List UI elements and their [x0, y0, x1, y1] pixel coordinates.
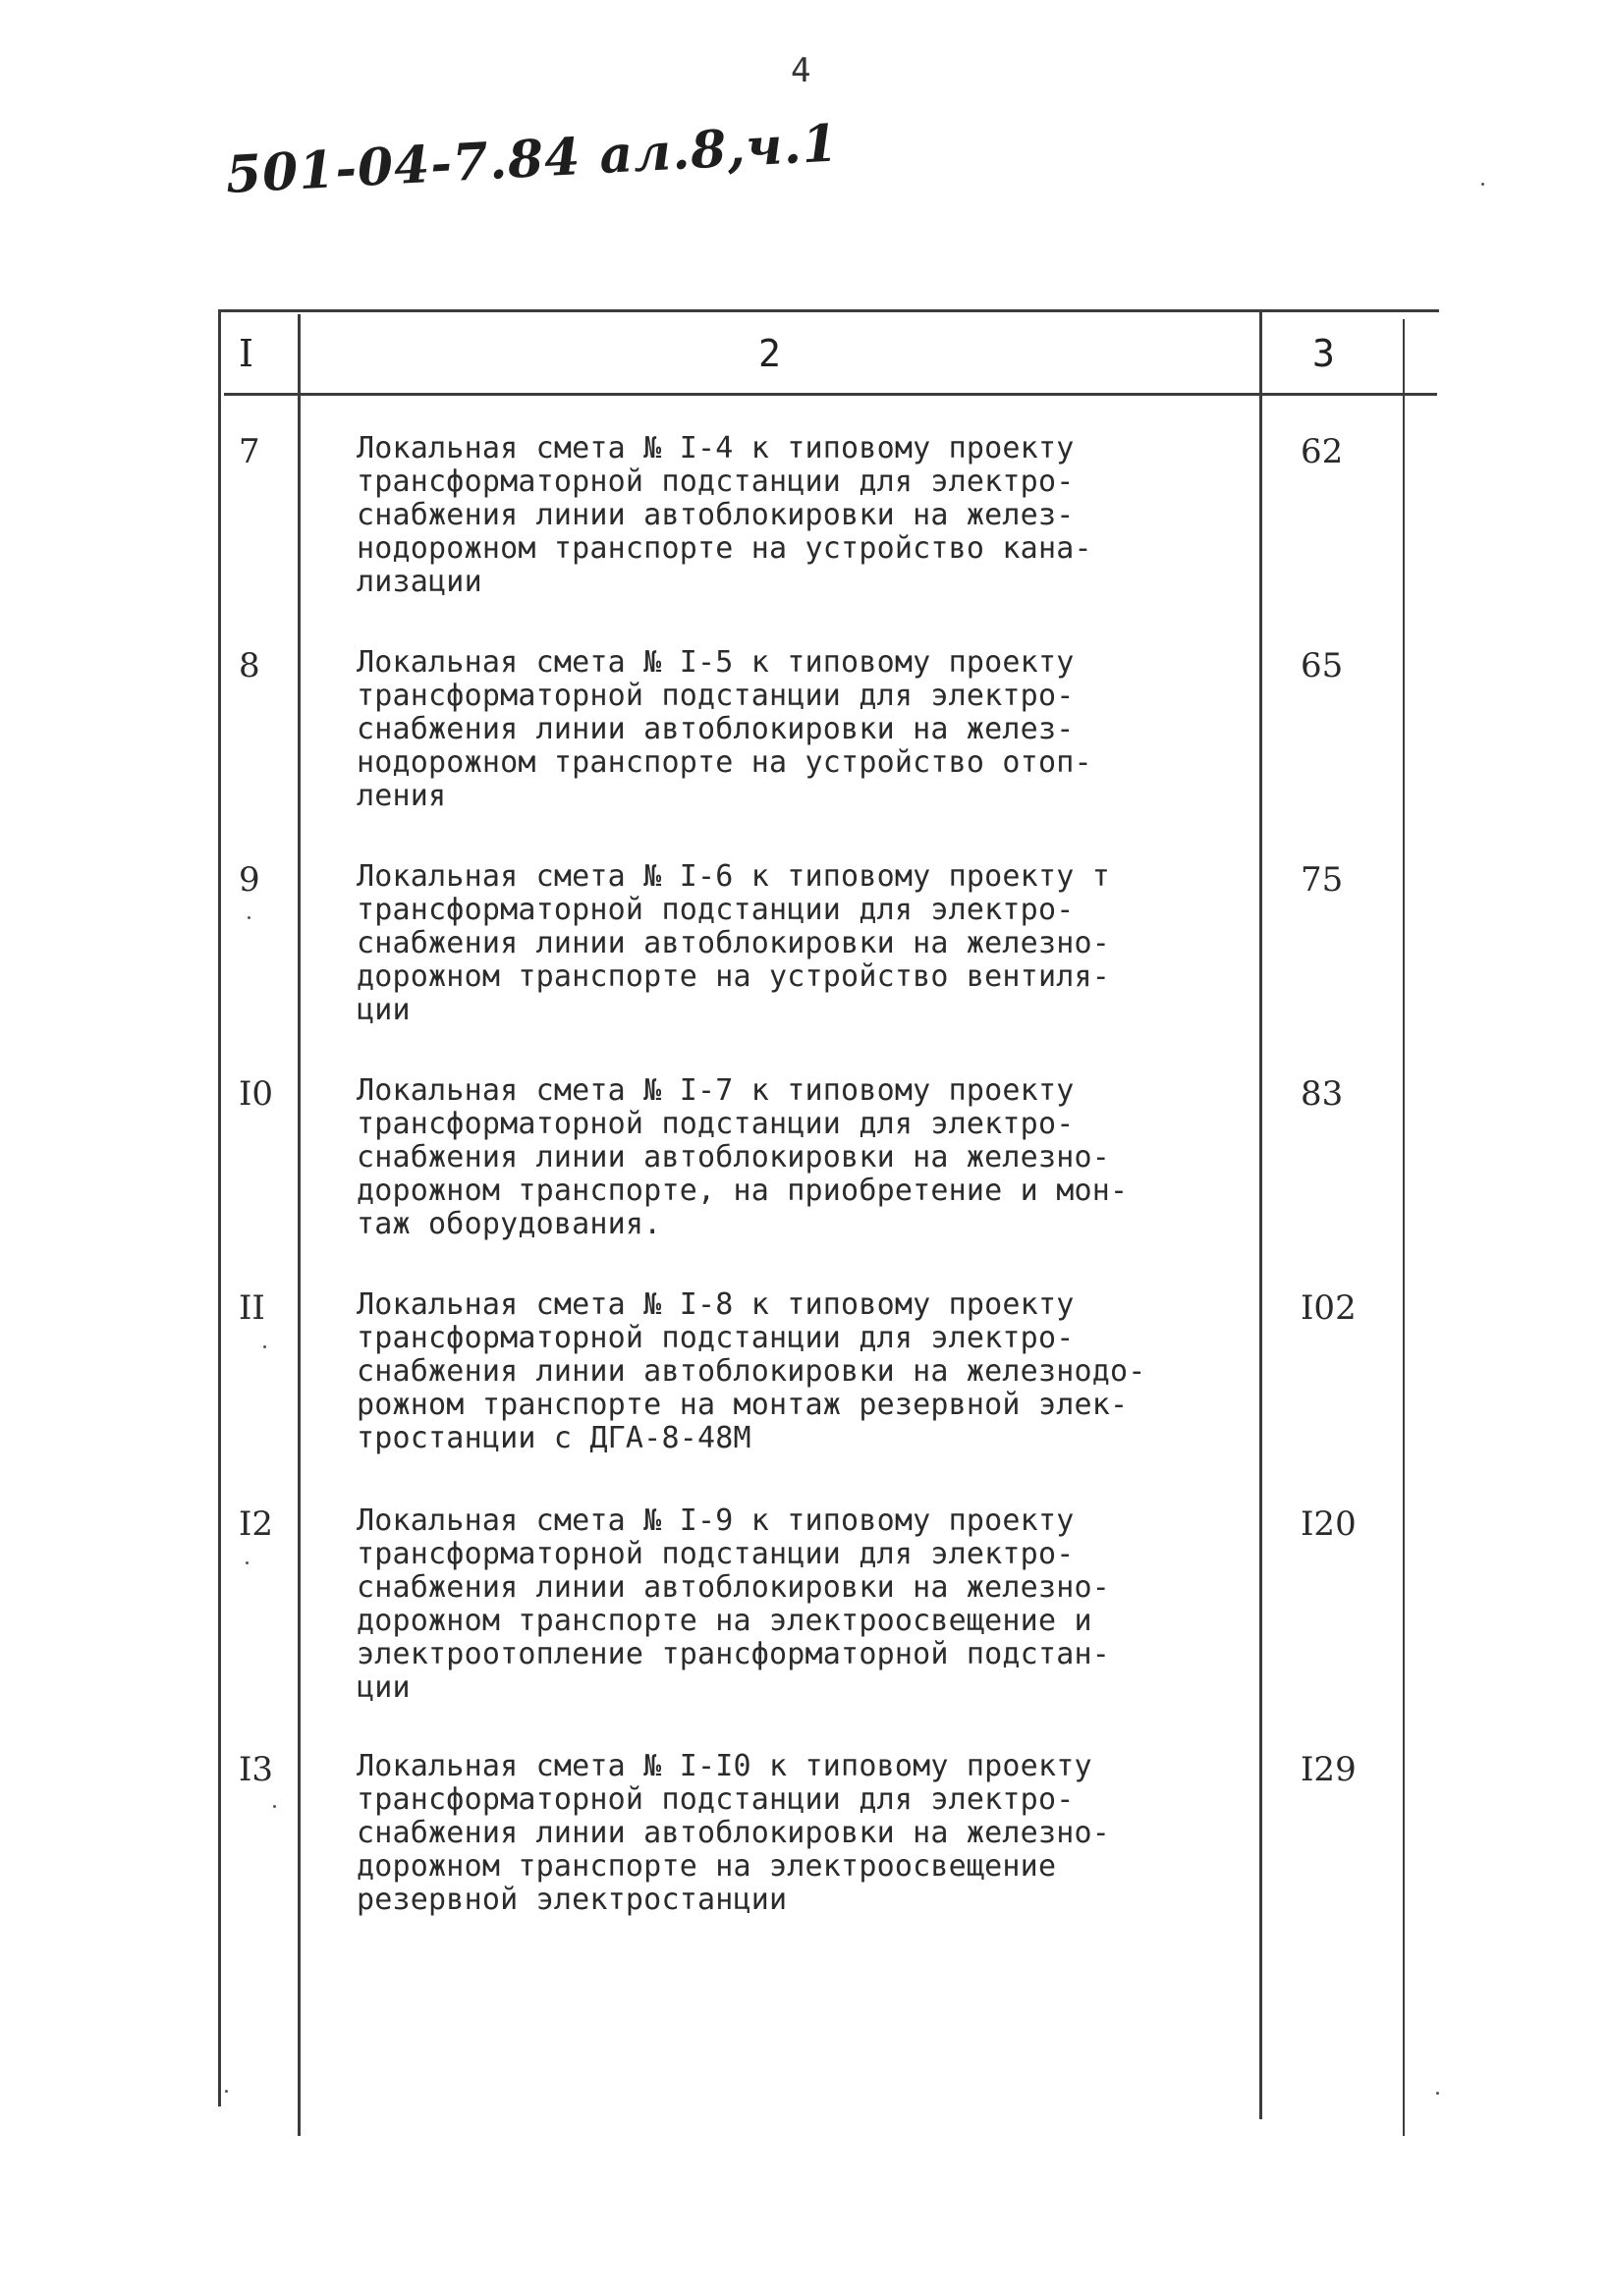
row-page-ref: 75	[1301, 860, 1344, 900]
row-page-ref: 62	[1301, 432, 1344, 471]
row-page-ref: I02	[1301, 1288, 1357, 1328]
row-description: Локальная смета № I-4 к типовому проекту трансформаторной подстанции для электро- снабжения линии автоблокировки на желез- нодорожном транспорте на устройство кана- лизации	[357, 431, 1092, 599]
table-column-divider-2	[1259, 312, 1262, 2119]
page-number: 4	[791, 51, 811, 90]
scan-speck	[1436, 2092, 1439, 2095]
scan-speck	[1481, 183, 1484, 186]
row-number: I2	[239, 1504, 274, 1544]
scan-speck	[246, 1561, 249, 1564]
table-right-border	[1403, 319, 1405, 2136]
row-page-ref: 65	[1301, 646, 1344, 685]
handwritten-document-code: 501-04-7.84 ал.8,ч.1	[224, 113, 841, 205]
table-header-col-2: 2	[758, 332, 781, 375]
row-number: I0	[239, 1074, 274, 1114]
row-description: Локальная смета № I-6 к типовому проекту т трансформаторной подстанции для электро- снабжения линии автоблокировки на железно- дорожном транспорте на устройство вентиля- ции	[357, 859, 1110, 1027]
row-number: 7	[239, 432, 260, 471]
scan-speck	[225, 2090, 228, 2093]
row-number: 9	[239, 860, 260, 900]
row-number: II	[239, 1288, 265, 1328]
row-page-ref: 83	[1301, 1074, 1344, 1114]
table-column-divider-1	[298, 314, 301, 2136]
scan-speck	[273, 1805, 276, 1808]
table-header-col-3: 3	[1312, 332, 1335, 375]
row-description: Локальная смета № I-I0 к типовому проекту трансформаторной подстанции для электро- снабжения линии автоблокировки на железно- дорожном транспорте на электроосвещение резервной электростанции	[357, 1749, 1110, 1917]
row-description: Локальная смета № I-5 к типовому проекту трансформаторной подстанции для электро- снабжения линии автоблокировки на желез- нодорожном транспорте на устройство отоп- ления	[357, 645, 1092, 813]
row-description: Локальная смета № I-8 к типовому проекту трансформаторной подстанции для электро- снабжения линии автоблокировки на железнодо- рожном транспорте на монтаж резервной элек- тростанции с ДГА-8-48М	[357, 1287, 1146, 1455]
table-left-border	[218, 309, 221, 2106]
scan-speck	[248, 916, 250, 919]
row-number: 8	[239, 646, 260, 685]
table-top-border	[221, 309, 1439, 312]
table-header-col-1: I	[239, 332, 254, 375]
scan-speck	[263, 1345, 266, 1348]
row-description: Локальная смета № I-9 к типовому проекту трансформаторной подстанции для электро- снабжения линии автоблокировки на железно- дорожном транспорте на электроосвещение и электроотопление трансформаторной подстан- ции	[357, 1503, 1110, 1705]
row-description: Локальная смета № I-7 к типовому проекту трансформаторной подстанции для электро- снабжения линии автоблокировки на железно- дорожном транспорте, на приобретение и мон- таж оборудования.	[357, 1073, 1129, 1241]
row-page-ref: I20	[1301, 1504, 1357, 1544]
row-number: I3	[239, 1750, 274, 1789]
row-page-ref: I29	[1301, 1750, 1357, 1789]
table-header-divider	[224, 393, 1437, 396]
